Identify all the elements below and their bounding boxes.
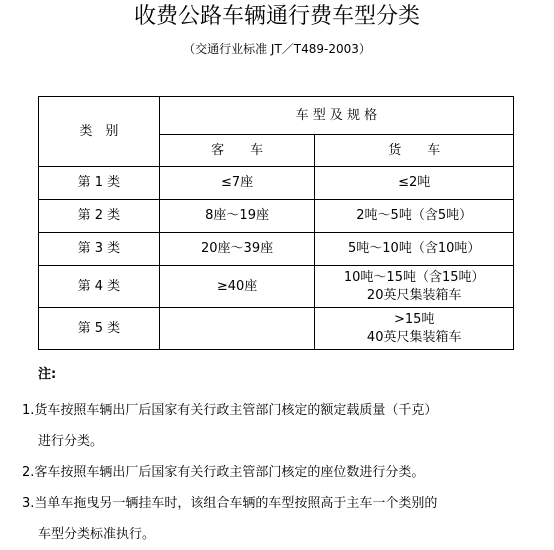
class-cell: 第 5 类	[39, 308, 160, 350]
note-item	[22, 488, 547, 550]
header-class-cell: 类 别	[39, 97, 160, 167]
cargo-line: >15吨	[393, 311, 435, 327]
cargo-line: 20英尺集装箱车	[366, 287, 462, 303]
class-cell: 第 4 类	[39, 266, 160, 308]
table-row	[39, 233, 514, 266]
cargo-line: 5吨～10吨（含10吨）	[348, 241, 481, 256]
cargo-cell	[315, 266, 514, 308]
class-cell: 第 3 类	[39, 233, 160, 266]
cargo-line: ≤2吨	[398, 175, 431, 190]
header-passenger-cell: 客 车	[159, 135, 315, 167]
passenger-cell: ≤7座	[159, 167, 315, 200]
class-cell: 第 1 类	[39, 167, 160, 200]
document-title: 收费公路车辆通行费车型分类	[133, 4, 420, 29]
table-row	[39, 167, 514, 200]
vehicle-class-table	[38, 96, 514, 350]
cargo-cell	[315, 308, 514, 350]
note-item	[22, 457, 547, 488]
passenger-cell	[159, 308, 315, 350]
header-cargo-cell: 货 车	[315, 135, 514, 167]
cargo-line: 2吨～5吨（含5吨）	[356, 208, 473, 223]
note-line-continued: 进行分类。	[38, 434, 104, 449]
cargo-line: 10吨～15吨（含15吨）	[343, 269, 485, 285]
note-item	[22, 395, 547, 457]
cargo-cell	[315, 233, 514, 266]
note-line-continued: 车型分类标准执行。	[38, 527, 156, 542]
table-row	[39, 266, 514, 308]
cargo-cell	[315, 200, 514, 233]
table-row	[39, 200, 514, 233]
document-subtitle: （交通行业标准 JT／T489-2003）	[183, 42, 371, 56]
notes-heading: 注:	[38, 367, 57, 382]
note-line: 1.货车按照车辆出厂后国家有关行政主管部门核定的额定载质量（千克）	[22, 403, 438, 418]
cargo-cell	[315, 167, 514, 200]
notes-section	[22, 366, 547, 550]
passenger-cell: 8座～19座	[159, 200, 315, 233]
note-line: 3.当单车拖曳另一辆挂车时，该组合车辆的车型按照高于主车一个类别的	[22, 496, 438, 511]
class-cell: 第 2 类	[39, 200, 160, 233]
cargo-line: 40英尺集装箱车	[366, 329, 462, 345]
passenger-cell: 20座～39座	[159, 233, 315, 266]
note-line: 2.客车按照车辆出厂后国家有关行政主管部门核定的座位数进行分类。	[22, 465, 425, 480]
table-row	[39, 308, 514, 350]
passenger-cell: ≥40座	[159, 266, 315, 308]
header-spec-cell: 车 型 及 规 格	[159, 97, 513, 135]
